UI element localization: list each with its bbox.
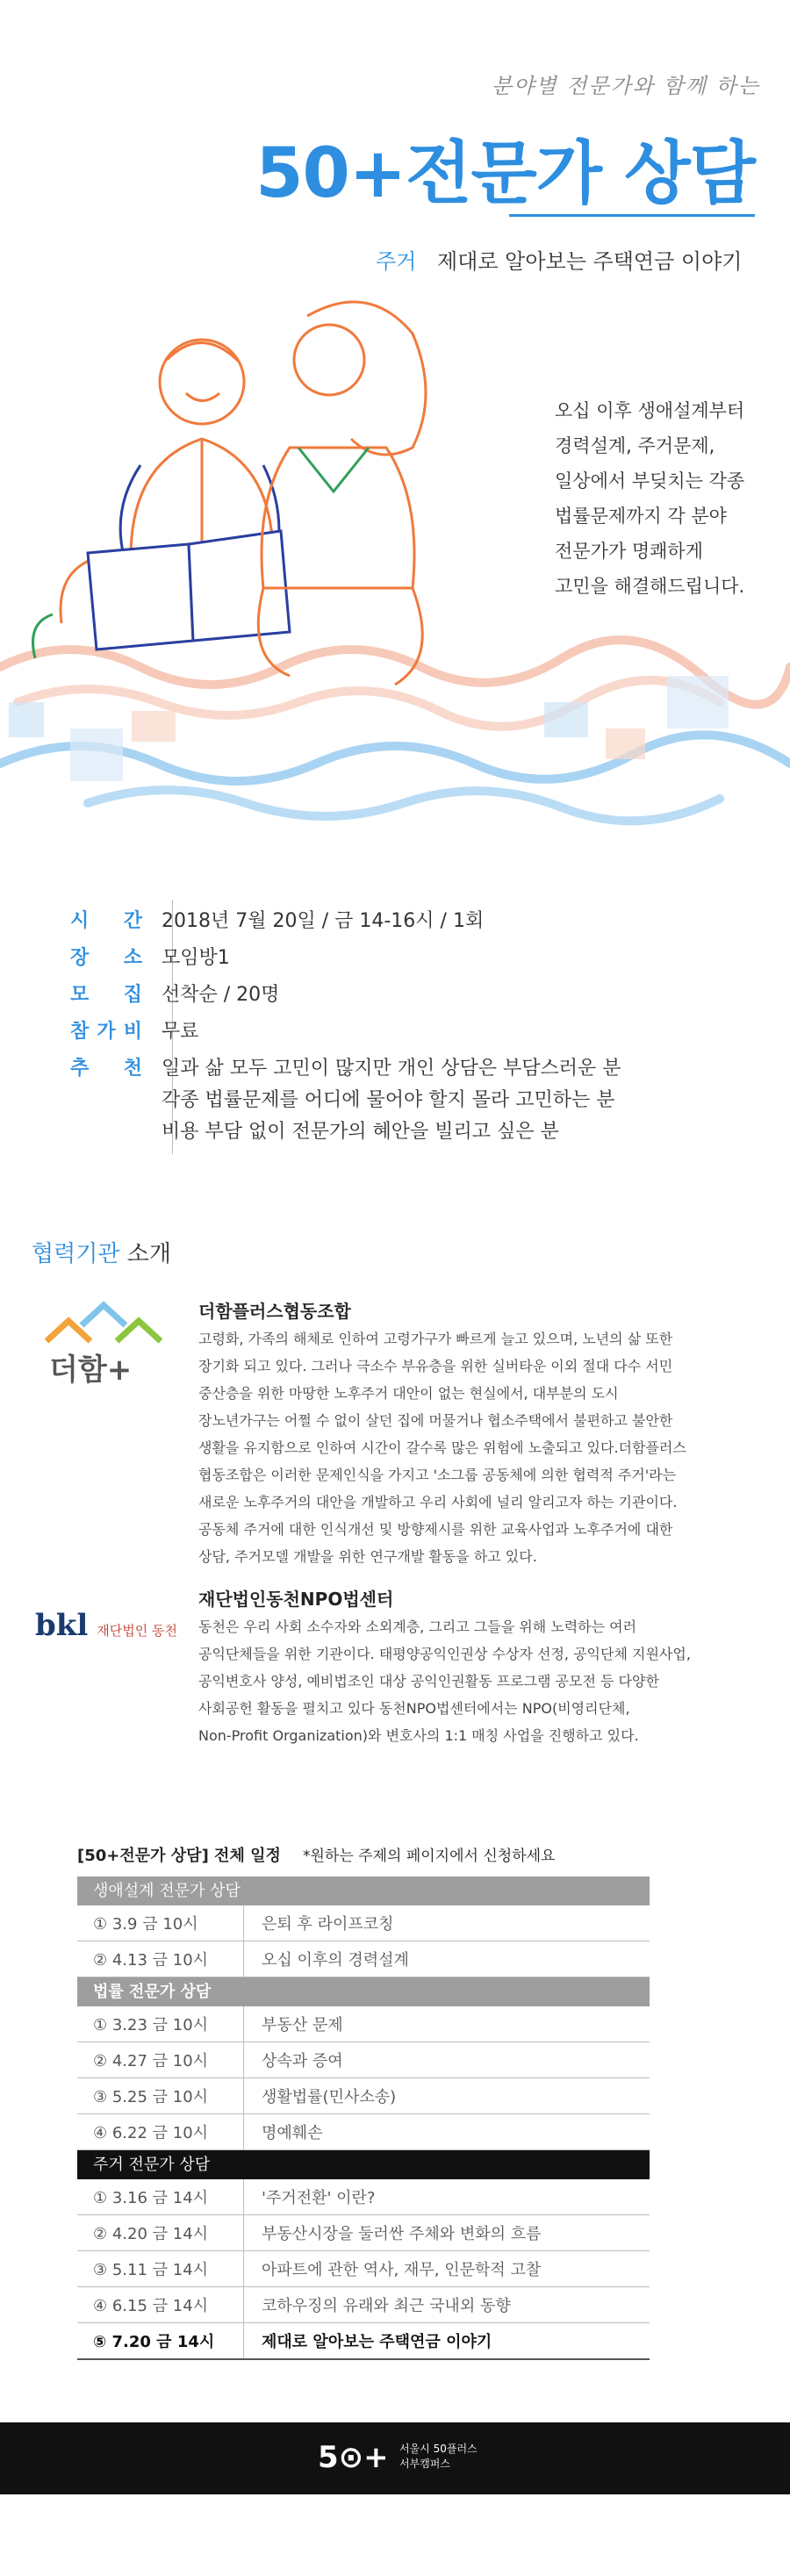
schedule-note: *원하는 주제의 페이지에서 신청하세요: [303, 1848, 556, 1865]
table-row-current: ⑤ 7.20 금 14시 제대로 알아보는 주택연금 이야기: [77, 2323, 650, 2360]
table-row: ④ 6.15 금 14시 코하우징의 유래와 최근 국내외 동향: [77, 2287, 650, 2323]
footer: [0, 2422, 790, 2494]
schedule-title: [50+전문가 상담] 전체 일정: [77, 1847, 281, 1865]
recommend-line: 일과 삶 모두 고민이 많지만 개인 상담은 부담스러운 분: [162, 1058, 621, 1080]
partners-heading: 협력기관 소개: [32, 1241, 171, 1267]
info-row-recommend: [70, 1053, 621, 1148]
topic-tag: 주거: [376, 249, 417, 274]
table-row: ① 3.16 금 14시 '주거전환' 이란?: [77, 2179, 650, 2215]
table-row: ④ 6.22 금 10시 명예훼손: [77, 2114, 650, 2150]
recommend-line: 각종 법률문제를 어디에 물어야 할지 몰라 고민하는 분: [162, 1089, 615, 1111]
info-label: 모 집: [70, 984, 142, 1006]
org-name-dongcheon: 재단법인동천NPO법센터: [198, 1589, 394, 1610]
intro-line: 오십 이후 생애설계부터: [555, 400, 745, 421]
info-label: 장 소: [70, 947, 142, 969]
info-value-place: 모임방1: [162, 947, 230, 969]
table-row: ② 4.27 금 10시 상속과 증여: [77, 2042, 650, 2078]
info-value-time: 2018년 7월 20일 / 금 14-16시 / 1회: [162, 910, 485, 932]
table-row: ① 3.9 금 10시 은퇴 후 라이프코칭: [77, 1905, 650, 1941]
recommend-list: [162, 1053, 621, 1148]
title-divider: [509, 214, 755, 217]
org-name-deoham: 더함플러스협동조합: [198, 1301, 351, 1322]
intro-line: 경력설계, 주거문제,: [555, 435, 715, 456]
deoham-logo: [42, 1299, 165, 1387]
intro-text: [555, 393, 744, 604]
hero-subtitle: 분야별 전문가와 함께 하는: [492, 74, 760, 98]
info-label: 추 천: [70, 1058, 142, 1080]
info-row-time: [70, 906, 484, 933]
info-row-fee: [70, 1016, 199, 1044]
section-header-housing: 주거 전문가 상담: [77, 2150, 650, 2179]
bkl-logo: [35, 1608, 177, 1643]
campus-logo: 5⊙+: [318, 2440, 389, 2475]
info-label: 시 간: [70, 910, 142, 932]
campus-name: 서울시 50플러스 서부캠퍼스: [399, 2443, 478, 2470]
intro-line: 고민을 해결해드립니다.: [555, 576, 745, 597]
topic-title: 제대로 알아보는 주택연금 이야기: [437, 249, 743, 274]
recommend-line: 비용 부담 없이 전문가의 혜안을 빌리고 싶은 분: [162, 1121, 559, 1143]
deoham-logo-text: 더함+: [49, 1353, 133, 1387]
schedule-table: [77, 1876, 650, 2360]
section-header-legal: 법률 전문가 상담: [77, 1977, 650, 2006]
bkl-logo-sub: 재단법인 동천: [97, 1623, 177, 1639]
table-row: ② 4.13 금 10시 오십 이후의 경력설계: [77, 1941, 650, 1977]
org-desc-deoham: 고령화, 가족의 해체로 인하여 고령가구가 빠르게 늘고 있으며, 노년의 삶 또한 장기화 되고 있다. 그러나 극소수 부유층을 위한 실버타운 이외 절대 다수 서민 중산층을 위한 마땅한 노후주거 대안이 없는 현실에서, 대부분의 도시 장노년가구는 어쩔 수 없이 살던 집에 머물거나 협소주택에서 불편하고 불안한 생활을 유지함으로 인하여 시간이 갈수록 많은 위험에 노출되고 있다.더함플러스 협동조합은 이러한 문제인식을 가지고 '소그룹 공동체에 의한 협력적 주거'라는 새로운 노후주거의 대안을 개발하고 우리 사회에 널리 알리고자 하는 기관이다. 공동체 주거에 대한 인식개선 및 방향제시를 위한 교육사업과 노후주거에 대한 상담, 주거모델 개발을 위한 연구개발 활동을 하고 있다.: [198, 1331, 686, 1565]
info-row-recruit: [70, 979, 279, 1007]
info-label: 참 가 비: [70, 1021, 142, 1043]
section-header-life: 생애설계 전문가 상담: [77, 1876, 650, 1905]
info-value-fee: 무료: [162, 1021, 199, 1043]
table-row: ③ 5.25 금 10시 생활법률(민사소송): [77, 2078, 650, 2114]
table-row: ③ 5.11 금 14시 아파트에 관한 역사, 재무, 인문학적 고찰: [77, 2251, 650, 2287]
intro-line: 전문가가 명쾌하게: [555, 541, 703, 562]
table-row: ① 3.23 금 10시 부동산 문제: [77, 2006, 650, 2042]
bkl-logo-mark: bkl: [35, 1608, 89, 1643]
info-row-place: [70, 943, 230, 970]
org-desc-dongcheon: 동천은 우리 사회 소수자와 소외계층, 그리고 그들을 위해 노력하는 여러 공익단체들을 위한 기관이다. 태평양공익인권상 수상자 선정, 공익단체 지원사업, 공익변호사 양성, 예비법조인 대상 공익인권활동 프로그램 공모전 등 다양한 사회공헌 활동을 펼치고 있다 동천NPO법센터에서는 NPO(비영리단체, Non-Profit Organization)와 변호사의 1:1 매칭 사업을 진행하고 있다.: [198, 1618, 691, 1744]
page-title: 50+전문가 상담: [255, 134, 755, 213]
intro-line: 법률문제까지 각 분야: [555, 506, 727, 527]
info-value-recruit: 선착순 / 20명: [162, 984, 280, 1006]
woman-collar: [298, 448, 369, 492]
table-row: ② 4.20 금 14시 부동산시장을 둘러싼 주체와 변화의 흐름: [77, 2215, 650, 2251]
intro-line: 일상에서 부딪치는 각종: [555, 470, 745, 492]
